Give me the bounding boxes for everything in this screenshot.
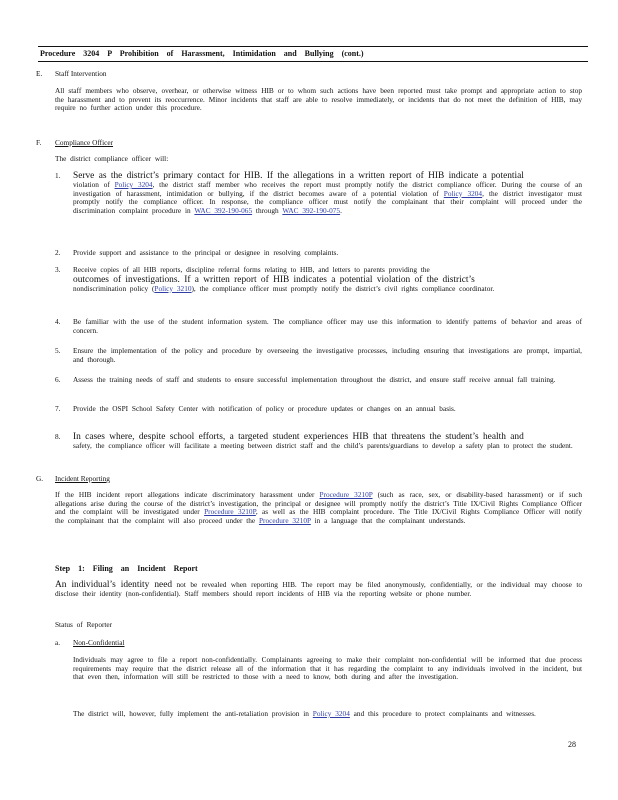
page-header: Procedure 3204 P Prohibition of Harassment, Intimidation and Bullying (cont.): [40, 49, 364, 58]
item-6-text: Assess the training needs of staff and students to ensure successful implementation throughout the district, and ensure staff receive annual fall training.: [73, 375, 556, 384]
status-of-reporter-label: Status of Reporter: [55, 620, 113, 629]
section-g-title: Incident Reporting: [55, 474, 110, 483]
wac-392-190-075-link[interactable]: WAC 392-190-075: [282, 205, 341, 215]
item-8-text: [73, 432, 582, 451]
item-3-text-b: nondiscrimination policy (: [73, 283, 155, 293]
policy-3204-link-3[interactable]: Policy 3204: [312, 709, 350, 718]
item-7-text: Provide the OSPI School Safety Center with notification of policy or procedure updates or changes on an annual basis.: [73, 404, 456, 413]
procedure-3210p-link-1[interactable]: Procedure 3210P: [319, 490, 373, 499]
sub-a-title: Non-Confidential: [73, 638, 125, 647]
item-3-text-c: ), the compliance officer must promptly notify the district’s civil rights compliance coordinator.: [191, 283, 495, 293]
item-3-text-a: Receive copies of all HIB reports, discipline referral forms relating to HIB, and letters to parents providing the: [73, 265, 430, 274]
item-3-lead: outcomes of investigations. If a written report of HIB indicates a potential violation of the district’s: [73, 274, 475, 285]
item-8-text-body: safety, the compliance officer will facilitate a meeting between district staff and the child’s parents/guardians to develop a safety plan to protect the student.: [73, 441, 573, 450]
header-rule-bottom: [38, 61, 588, 62]
sub-a-marker: a.: [55, 638, 61, 647]
step-1-body: not be revealed when reporting HIB. The report may be filed anonymously, confidentially, or the individual may choose to disclose their identity (non-confidential). Staff members should report incidents of HIB via the reporting website or phone number.: [55, 580, 582, 598]
item-1-text-d: through: [252, 205, 283, 215]
sub-p2-text-a: The district will, however, fully implement the anti-retaliation provision in: [73, 709, 313, 718]
item-5-text: Ensure the implementation of the policy and procedure by overseeing the investigative processes, including ensuring that investigations are prompt, impartial, and thorough.: [73, 346, 582, 364]
item-3-text: [73, 266, 582, 293]
step-1-title: Step 1: Filing an Incident Report: [55, 564, 198, 573]
g-text-b: (such as race, sex, or disability-based harassment) or if such allegations arise during the course of the district’s investigation, the principal or designee will promptly notify the district’s Title IX/Civil Rights Compliance Officer and the complaint will be investigated under: [55, 490, 582, 517]
page-number: 28: [568, 740, 576, 749]
item-1-text: [73, 171, 582, 215]
sub-a-paragraph-2: [73, 710, 582, 719]
section-f-intro: The district compliance officer will:: [55, 154, 169, 163]
item-1-text-e: .: [340, 205, 342, 215]
item-7-number: 7.: [55, 404, 61, 413]
item-8-lead: In cases where, despite school efforts, a targeted student experiences HIB that threatens the student’s health and: [73, 432, 524, 442]
policy-3204-link-2[interactable]: Policy 3204: [443, 188, 483, 198]
section-e-title: Staff Intervention: [55, 69, 107, 78]
item-5-number: 5.: [55, 346, 61, 355]
wac-392-190-065-link[interactable]: WAC 392-190-065: [194, 205, 253, 215]
g-text-c: , as well as the HIB complaint procedure. The Title IX/Civil Rights Compliance Officer will notify the complainant that the complaint will also proceed under the: [55, 507, 582, 525]
policy-3210-link[interactable]: Policy 3210: [154, 283, 192, 293]
item-8-number: 8.: [55, 432, 61, 441]
section-g-paragraph: [55, 491, 582, 525]
item-4-text: Be familiar with the use of the student information system. The compliance officer may use this information to identify patterns of behavior and areas of concern.: [73, 317, 582, 335]
item-1-text-c: , the district investigator must promptly notify the compliance officer. In response, the compliance officer must notify the complainant that their complaint will proceed under the discrimination complaint procedure in: [73, 188, 582, 215]
item-1-text-a: violation of: [73, 180, 115, 189]
item-6-number: 6.: [55, 375, 61, 384]
sub-p2-text-b: and this procedure to protect complainants and witnesses.: [349, 709, 536, 718]
item-2-text: Provide support and assistance to the principal or designee in resolving complaints.: [73, 248, 339, 257]
section-g-marker: G.: [36, 474, 44, 483]
step-1-paragraph: [55, 580, 582, 599]
section-e-body: All staff members who observe, overhear, or otherwise witness HIB or to whom such actions have been reported must take prompt and appropriate action to stop the harassment and to prevent its reoccurrence. Minor incidents that staff are able to resolve immediately, or incidents that do not meet the definition of HIB, may require no further action under this procedure.: [55, 86, 582, 113]
item-2-number: 2.: [55, 248, 61, 257]
section-f-title: Compliance Officer: [55, 138, 114, 147]
policy-3204-link[interactable]: Policy 3204: [114, 180, 153, 189]
item-4-number: 4.: [55, 317, 61, 326]
procedure-3210p-link-3[interactable]: Procedure 3210P: [259, 515, 311, 525]
section-f-marker: F.: [36, 138, 42, 147]
item-1-lead: Serve as the district’s primary contact for HIB. If the allegations in a written report of HIB indicate a potential: [73, 171, 524, 181]
sub-a-paragraph-1: Individuals may agree to file a report non-confidentially. Complainants agreeing to make their complaint non-confidential will be informed that due process requirements may require that the district release all of the information that it has regarding the complaint to any individuals involved in the incident, but that even then, information will still be restricted to those with a need to know, both during and after the investigation.: [73, 655, 582, 682]
item-1-text-b: , the district staff member who receives the report must promptly notify the district compliance officer. During the course of an investigation of harassment, intimidation or bullying, if the district becomes aware of a potential violation of: [73, 180, 582, 198]
item-1-number: 1.: [55, 171, 61, 180]
g-text-d: in a language that the complainant understands.: [310, 515, 466, 525]
g-text-a: If the HIB incident report allegations indicate discriminatory harassment under: [55, 490, 320, 499]
section-e-marker: E.: [36, 69, 43, 78]
header-rule-top: [38, 46, 588, 47]
procedure-3210p-link-2[interactable]: Procedure 3210P: [204, 507, 256, 517]
step-1-lead: An individual’s identity need: [55, 580, 173, 590]
item-3-number: 3.: [55, 265, 61, 274]
